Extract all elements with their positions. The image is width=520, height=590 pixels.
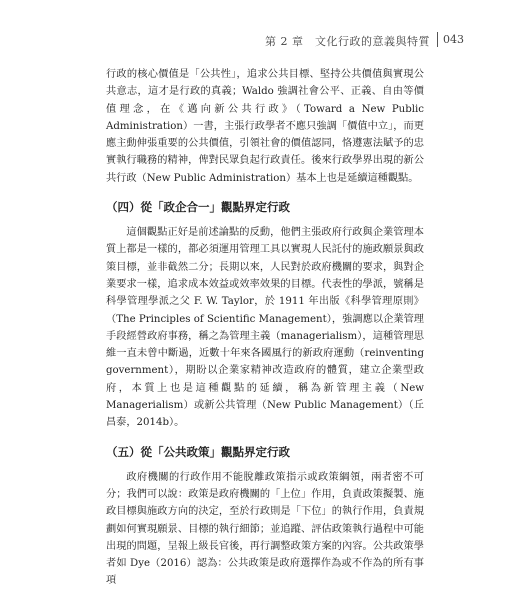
header-divider bbox=[437, 32, 438, 47]
running-header bbox=[0, 30, 520, 52]
paragraph-public-policy: 政府機關的行政作用不能脫離政策指示或政策綱領，兩者密不可分；我們可以說：政策是政府機關的「上位」作用，負責政策擬製、施政目標與施政方向的決定，至於行政則是「下位」的執行作用，負責規劃如何實現願景、目標的執行細節；並追蹤、評估政策執行過程中可能出現的問題，呈報上級長官後，再行調整政策方案的內容。公共政策學者如 Dye（2016）認為：公共政策是政府選擇作為或不作為的所有事項 bbox=[106, 471, 424, 587]
section-heading-5: （五）從「公共政策」觀點界定行政 bbox=[106, 444, 290, 459]
section-heading-4: （四）從「政企合一」觀點界定行政 bbox=[106, 200, 290, 215]
paragraph-public-values: 行政的核心價值是「公共性」，追求公共目標、堅持公共價值與實現公共意志，這才是行政的真義；Waldo 強調社會公平、正義、自由等價值理念，在《邁向新公共行政》（Toward a New Public Administration）一書，主張行政學者不應只強調「價值中立」，而更應主動伸張重要的公共價值，引領社會的價值認同，恪遵憲法賦予的忠實執行職務的精神，俾對民眾負起行政責任。後來行政學界出現的新公共行政（New Public Administration）基本上也是延續這種觀點。 bbox=[106, 69, 424, 184]
page-number: 043 bbox=[443, 33, 464, 46]
paragraph-government-business: 這個觀點正好是前述論點的反動，他們主張政府行政與企業管理本質上都是一樣的，都必須運用管理工具以實現人民託付的施政願景與政策目標，並非截然二分；長期以來，人民對於政府機關的要求，與對企業要求一樣，追求成本效益或效率效果的目標。代表性的學派，號稱是科學管理學派之父 F. W. Taylor，於 1911 年出版《科學管理原則》（The Principles of Scientific Management），強調應以企業管理手段經營政府事務，稱之為管理主義（managerialism），這種管理思維一直未曾中斷過，近數十年來各國風行的新政府運動（reinventing government），期盼以企業家精神改造政府的體質，建立企業型政府，本質上也是這種觀點的延續，稱為新管理主義（New Managerialism）或新公共管理（New Public Management）（丘昌泰，2014b）。 bbox=[106, 227, 424, 429]
chapter-title: 第 2 章 文化行政的意義與特質 bbox=[265, 35, 430, 48]
page-body bbox=[106, 66, 424, 590]
